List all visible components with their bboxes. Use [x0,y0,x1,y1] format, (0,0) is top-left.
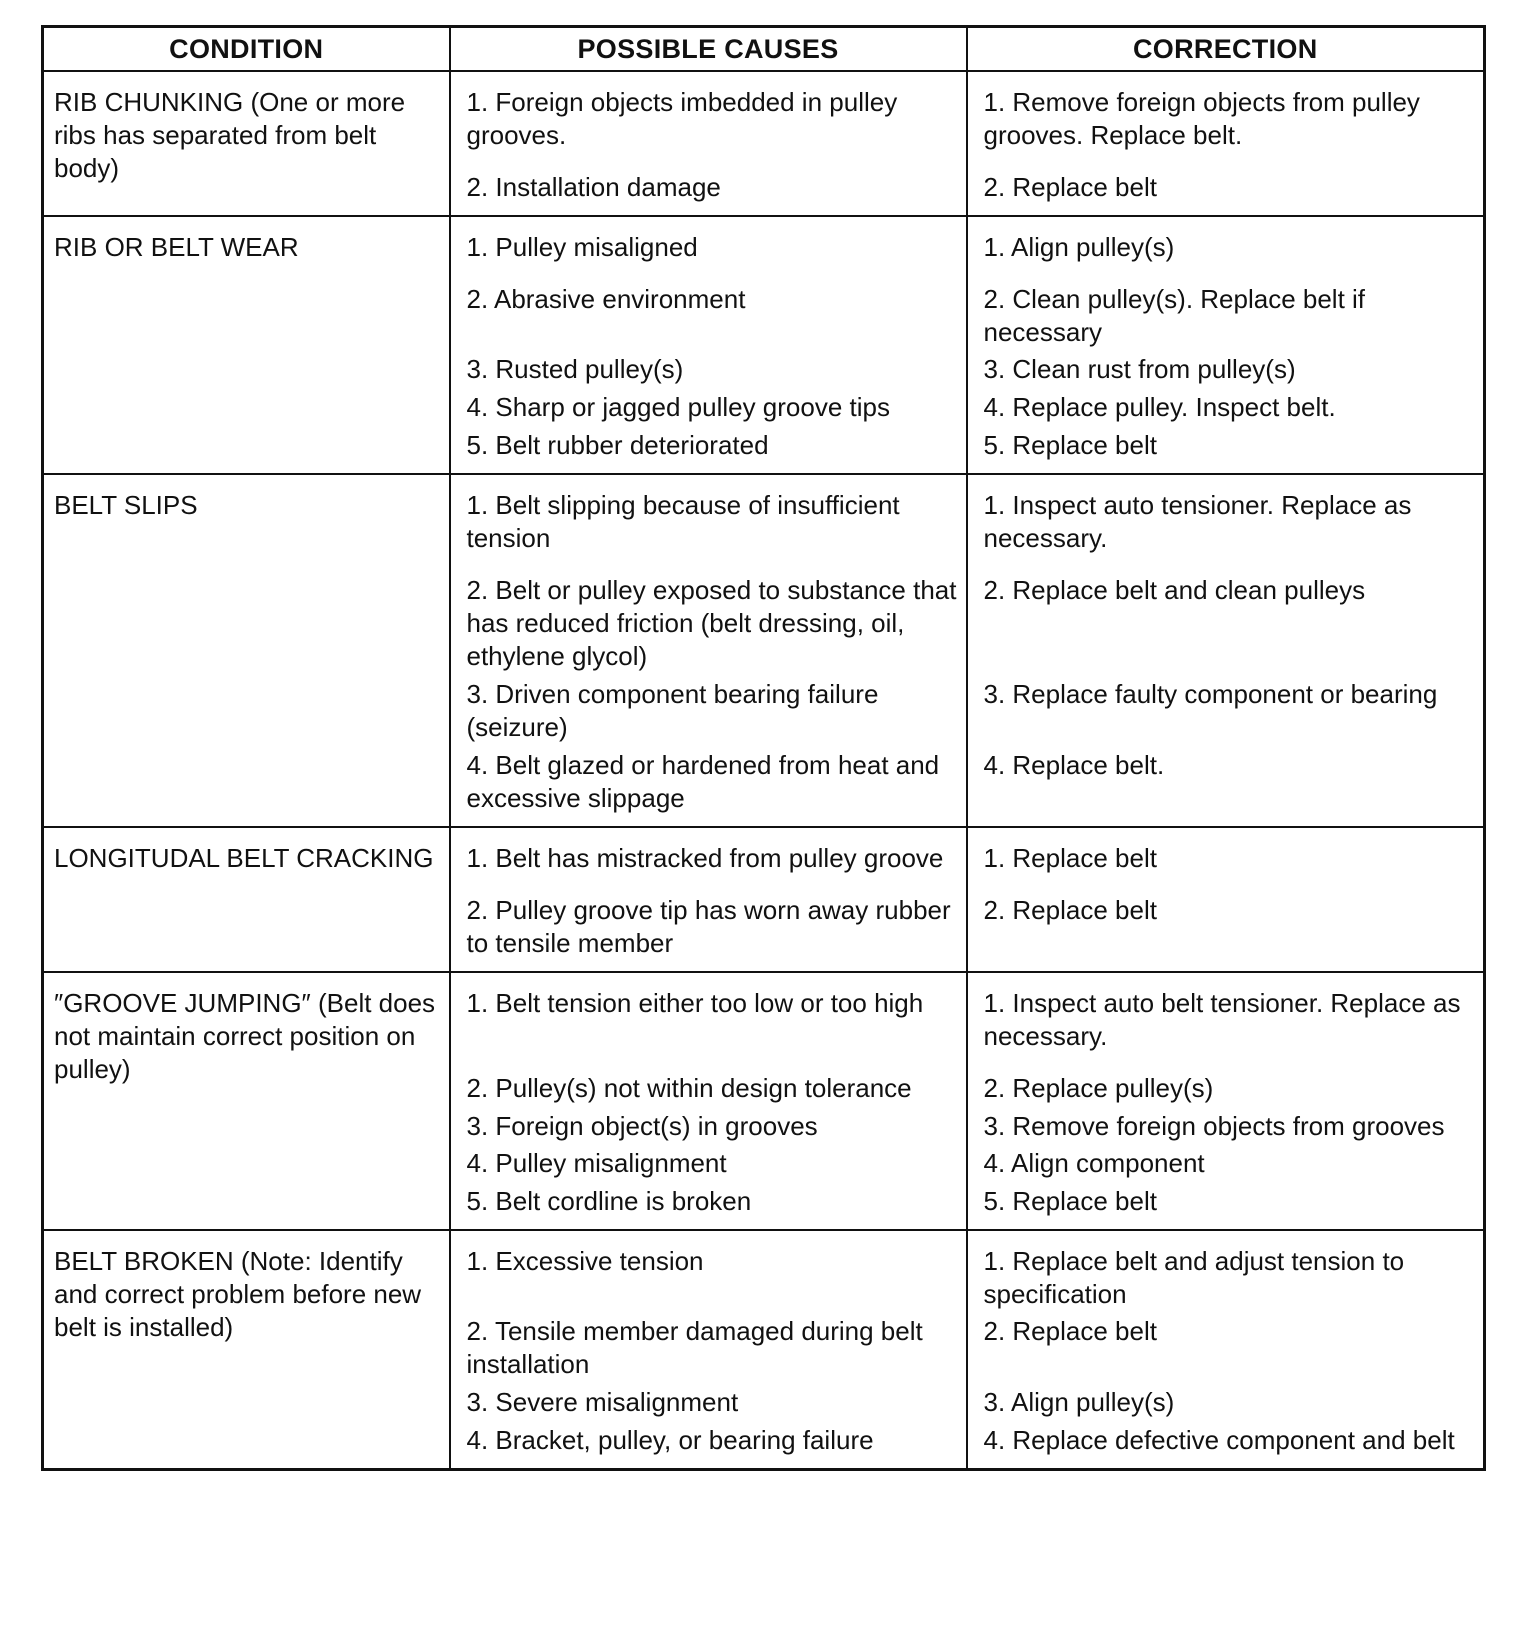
correction-item: 1. Align pulley(s) [983,232,1175,262]
correction-item: 1. Inspect auto tensioner. Replace as necessary. [983,490,1412,553]
correction-cell [967,216,1485,474]
correction-cell [967,474,1485,827]
cause-item: 4. Sharp or jagged pulley groove tips [466,392,890,422]
correction-item: 2. Replace belt [983,895,1157,925]
table-row [43,827,1485,972]
correction-item: 5. Replace belt [983,1186,1157,1216]
table-row [43,474,1485,827]
cause-item: 1. Foreign objects imbedded in pulley grooves. [466,87,898,150]
cause-item: 1. Excessive tension [466,1246,704,1276]
cause-item: 1. Belt slipping because of insufficient tension [466,490,900,553]
cause-item: 3. Driven component bearing failure (seizure) [466,679,879,742]
header-condition: CONDITION [43,27,450,72]
correction-item: 1. Inspect auto belt tensioner. Replace as necessary. [983,988,1461,1051]
correction-cell [967,972,1485,1230]
cause-item: 2. Tensile member damaged during belt installation [466,1316,923,1379]
possible-causes-cell [450,972,967,1230]
condition-text: BELT SLIPS [54,490,198,520]
correction-cell [967,71,1485,216]
cause-item: 1. Belt tension either too low or too high [466,988,924,1018]
possible-causes-cell [450,216,967,474]
cause-item: 2. Pulley groove tip has worn away rubber to tensile member [466,895,951,958]
correction-item: 2. Clean pulley(s). Replace belt if necessary [983,284,1366,347]
condition-cell [43,1230,450,1470]
correction-item: 2. Replace pulley(s) [983,1073,1214,1103]
correction-item: 1. Replace belt [983,843,1157,873]
condition-text: ″GROOVE JUMPING″ (Belt does not maintain correct position on pulley) [54,988,436,1084]
table-body [43,71,1485,1470]
condition-cell [43,71,450,216]
cause-item: 4. Belt glazed or hardened from heat and excessive slippage [466,750,940,813]
correction-item: 5. Replace belt [983,430,1157,460]
condition-text: RIB OR BELT WEAR [54,232,299,262]
correction-item: 3. Align pulley(s) [983,1387,1175,1417]
cause-item: 1. Pulley misaligned [466,232,698,262]
cause-item: 2. Belt or pulley exposed to substance that has reduced friction (belt dressing, oil, ethylene glycol) [466,575,957,671]
correction-cell [967,1230,1485,1470]
table-row [43,71,1485,216]
condition-text: LONGITUDAL BELT CRACKING [54,843,434,873]
correction-item: 2. Replace belt [983,1316,1157,1346]
condition-cell [43,474,450,827]
header-correction: CORRECTION [967,27,1485,72]
correction-item: 3. Remove foreign objects from grooves [983,1111,1445,1141]
possible-causes-cell [450,71,967,216]
correction-item: 3. Clean rust from pulley(s) [983,354,1296,384]
correction-item: 1. Replace belt and adjust tension to specification [983,1246,1405,1309]
possible-causes-cell [450,1230,967,1470]
header-row [43,27,1485,72]
cause-item: 2. Abrasive environment [466,284,746,314]
table-row [43,216,1485,474]
cause-item: 5. Belt rubber deteriorated [466,430,769,460]
possible-causes-cell [450,827,967,972]
correction-item: 1. Remove foreign objects from pulley grooves. Replace belt. [983,87,1420,150]
cause-item: 3. Severe misalignment [466,1387,739,1417]
condition-cell [43,216,450,474]
cause-item: 3. Foreign object(s) in grooves [466,1111,818,1141]
table-row [43,972,1485,1230]
correction-item: 4. Replace belt. [983,750,1165,780]
condition-text: RIB CHUNKING (One or more ribs has separated from belt body) [54,87,406,183]
cause-item: 2. Pulley(s) not within design tolerance [466,1073,912,1103]
condition-text: BELT BROKEN (Note: Identify and correct problem before new belt is installed) [54,1246,422,1342]
cause-item: 2. Installation damage [466,172,721,202]
correction-item: 4. Replace defective component and belt [983,1425,1455,1455]
belt-diagnosis-table [41,25,1486,1471]
correction-item: 3. Replace faulty component or bearing [983,679,1438,709]
correction-item: 2. Replace belt and clean pulleys [983,575,1366,605]
correction-item: 4. Align component [983,1148,1205,1178]
table-row [43,1230,1485,1470]
cause-item: 1. Belt has mistracked from pulley groove [466,843,944,873]
possible-causes-cell [450,474,967,827]
cause-item: 4. Bracket, pulley, or bearing failure [466,1425,874,1455]
correction-item: 2. Replace belt [983,172,1157,202]
condition-cell [43,827,450,972]
cause-item: 3. Rusted pulley(s) [466,354,684,384]
correction-item: 4. Replace pulley. Inspect belt. [983,392,1336,422]
correction-cell [967,827,1485,972]
header-possible-causes: POSSIBLE CAUSES [450,27,967,72]
cause-item: 5. Belt cordline is broken [466,1186,752,1216]
cause-item: 4. Pulley misalignment [466,1148,727,1178]
condition-cell [43,972,450,1230]
